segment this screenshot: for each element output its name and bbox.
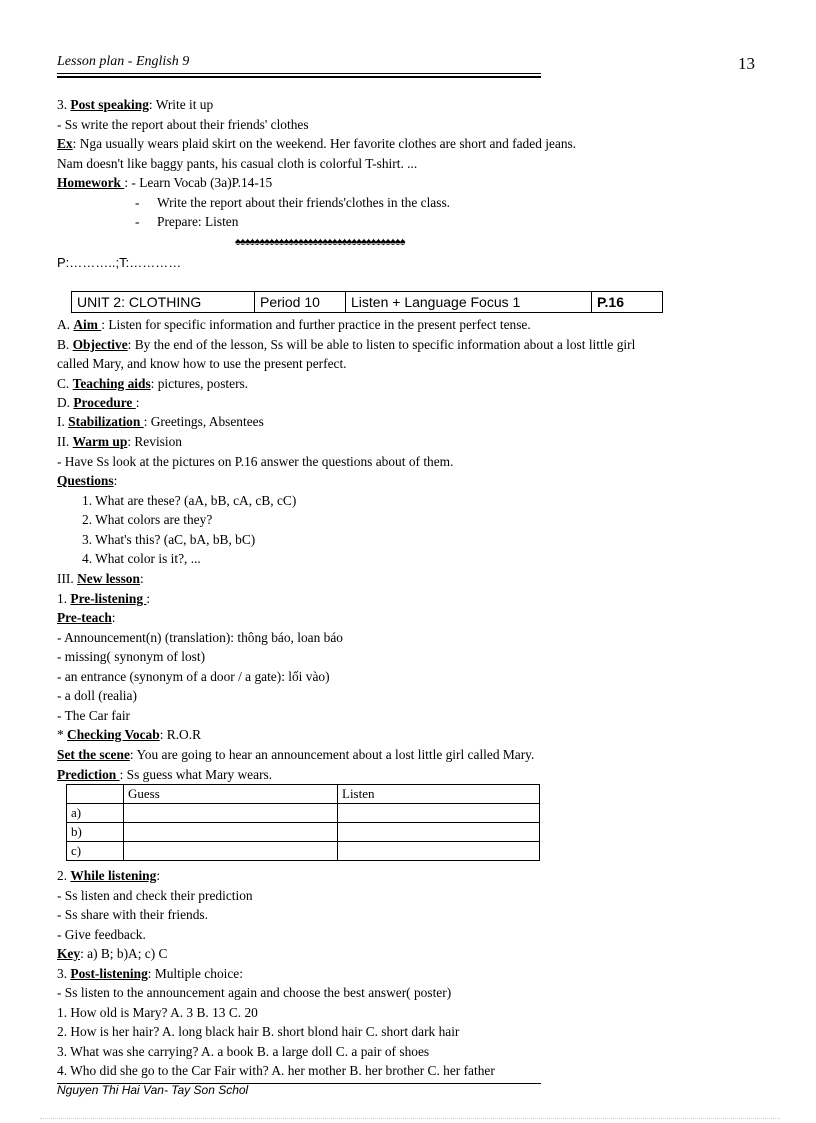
- teaching-aids-line: C. Teaching aids: pictures, posters.: [57, 376, 249, 391]
- question-item: 4. What color is it?, ...: [82, 551, 201, 566]
- page-bottom-border: [40, 1118, 780, 1119]
- unit-header-table: [71, 291, 663, 313]
- while-listening-item: - Ss share with their friends.: [57, 907, 208, 922]
- prediction-line: Prediction : Ss guess what Mary wears.: [57, 767, 273, 782]
- objective-line: B. Objective: By the end of the lesson, Ss will be able to listen to specific information about a lost little girl: [57, 337, 636, 352]
- table-cell: [338, 823, 540, 842]
- unit-page: P.16: [592, 292, 663, 313]
- row-label: b): [67, 823, 124, 842]
- warm-up-line: II. Warm up: Revision: [57, 434, 182, 449]
- vocab-item: - a doll (realia): [57, 688, 137, 703]
- table-cell: [124, 842, 338, 861]
- header-title: Lesson plan - English 9: [57, 54, 190, 69]
- unit-period: Period 10: [255, 292, 346, 313]
- procedure-line: D. Procedure :: [57, 395, 140, 410]
- quiz-question: 3. What was she carrying? A. a book B. a large doll C. a pair of shoes: [57, 1044, 430, 1059]
- table-cell: [124, 823, 338, 842]
- question-item: 2. What colors are they?: [82, 512, 213, 527]
- header-rule-thick: [57, 76, 541, 78]
- while-listening-heading: 2. While listening:: [57, 868, 161, 883]
- table-header-listen: Listen: [338, 785, 540, 804]
- aim-line: A. Aim : Listen for specific information and further practice in the present perfect tense.: [57, 317, 531, 332]
- post-speaking-heading: 3. Post speaking: Write it up: [57, 97, 214, 112]
- pre-teach-heading: Pre-teach:: [57, 610, 116, 625]
- table-row: [67, 823, 540, 842]
- post-listening-item: - Ss listen to the announcement again and choose the best answer( poster): [57, 985, 452, 1000]
- new-lesson-heading: III. New lesson:: [57, 571, 144, 586]
- key-line: Key: a) B; b)A; c) C: [57, 946, 168, 961]
- questions-heading: Questions:: [57, 473, 118, 488]
- question-item: 3. What's this? (aC, bA, bB, bC): [82, 532, 256, 547]
- table-header-row: [67, 785, 540, 804]
- table-cell: [338, 842, 540, 861]
- example-line-2: Nam doesn't like baggy pants, his casual cloth is colorful T-shirt. ...: [57, 156, 418, 171]
- homework-heading: Homework : - Learn Vocab (3a)P.14-15: [57, 175, 273, 190]
- vocab-item: - missing( synonym of lost): [57, 649, 206, 664]
- post-listening-heading: 3. Post-listening: Multiple choice:: [57, 966, 243, 981]
- homework-bullet: -: [135, 214, 140, 229]
- table-row: [67, 804, 540, 823]
- table-cell: [338, 804, 540, 823]
- post-speaking-line: - Ss write the report about their friends' clothes: [57, 117, 309, 132]
- table-header-guess: Guess: [124, 785, 338, 804]
- while-listening-item: - Give feedback.: [57, 927, 146, 942]
- quiz-question: 1. How old is Mary? A. 3 B. 13 C. 20: [57, 1005, 258, 1020]
- vocab-item: - Announcement(n) (translation): thông báo, loan báo: [57, 630, 343, 645]
- question-item: 1. What are these? (aA, bB, cA, cB, cC): [82, 493, 297, 508]
- page-number: 13: [738, 54, 755, 73]
- unit-section: Listen + Language Focus 1: [346, 292, 592, 313]
- footer-author: Nguyen Thi Hai Van- Tay Son Schol: [57, 1083, 249, 1097]
- example-line: Ex: Nga usually wears plaid skirt on the weekend. Her favorite clothes are short and faded jeans.: [57, 136, 577, 151]
- spade-divider: ♠♠♠♠♠♠♠♠♠♠♠♠♠♠♠♠♠♠♠♠♠♠♠♠♠♠♠♠♠♠♠♠♠♠♠: [235, 236, 405, 248]
- row-label: c): [67, 842, 124, 861]
- table-cell: [124, 804, 338, 823]
- objective-line-2: called Mary, and know how to use the present perfect.: [57, 356, 347, 371]
- homework-bullet: -: [135, 195, 140, 210]
- checking-vocab-line: * Checking Vocab: R.O.R: [57, 727, 201, 742]
- quiz-question: 2. How is her hair? A. long black hair B. short blond hair C. short dark hair: [57, 1024, 460, 1039]
- vocab-item: - The Car fair: [57, 708, 130, 723]
- stabilization-line: I. Stabilization : Greetings, Absentees: [57, 414, 264, 429]
- row-label: a): [67, 804, 124, 823]
- quiz-question: 4. Who did she go to the Car Fair with? A. her mother B. her brother C. her father: [57, 1063, 495, 1078]
- homework-item: Write the report about their friends'clothes in the class.: [157, 195, 451, 210]
- warm-up-line-2: - Have Ss look at the pictures on P.16 answer the questions about of them.: [57, 454, 454, 469]
- vocab-item: - an entrance (synonym of a door / a gate): lối vào): [57, 669, 330, 684]
- period-teacher-line: P:………..;T:…………: [57, 255, 182, 270]
- homework-item: Prepare: Listen: [157, 214, 239, 229]
- header-rule: [57, 73, 541, 74]
- pre-listening-heading: 1. Pre-listening :: [57, 591, 151, 606]
- set-scene-line: Set the scene: You are going to hear an announcement about a lost little girl called Mary.: [57, 747, 535, 762]
- unit-title: UNIT 2: CLOTHING: [72, 292, 255, 313]
- table-row: [67, 842, 540, 861]
- prediction-table: [66, 784, 540, 861]
- table-cell: [67, 785, 124, 804]
- while-listening-item: - Ss listen and check their prediction: [57, 888, 253, 903]
